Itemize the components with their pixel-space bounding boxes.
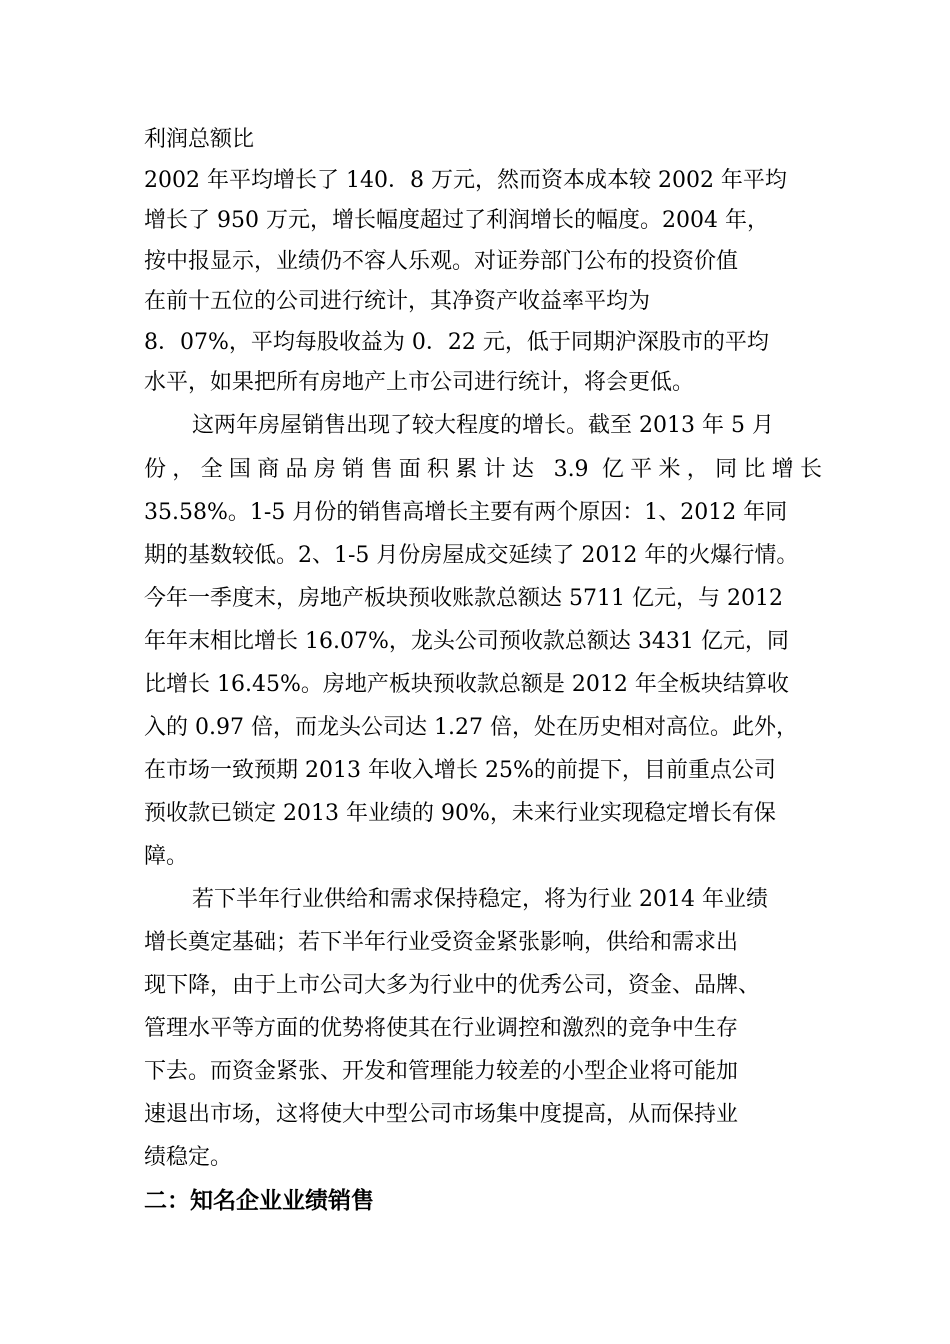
text-line: 增长了 950 万元，增长幅度超过了利润增长的幅度。2004 年， — [144, 208, 769, 233]
text-line: 预收款已锁定 2013 年业绩的 90%，未来行业实现稳定增长有保 — [144, 801, 776, 826]
text-line: 速退出市场，这将使大中型公司市场集中度提高，从而保持业 — [144, 1102, 739, 1127]
text-line: 障。 — [144, 844, 189, 869]
text-line: 利润总额比 — [144, 127, 255, 152]
text-line: 35.58%。1-5 月份的销售高增长主要有两个原因：1、2012 年同 — [144, 500, 788, 525]
text-line: 比增长 16.45%。房地产板块预收款总额是 2012 年全板块结算收 — [144, 672, 789, 697]
text-line: 今年一季度末，房地产板块预收账款总额达 5711 亿元，与 2012 — [144, 586, 783, 611]
text-line: 年年末相比增长 16.07%，龙头公司预收款总额达 3431 亿元，同 — [144, 629, 789, 654]
text-line: 增长奠定基础；若下半年行业受资金紧张影响，供给和需求出 — [144, 930, 739, 955]
paragraph-first-line: 若下半年行业供给和需求保持稳定，将为行业 2014 年业绩 — [192, 887, 768, 912]
text-line: 下去。而资金紧张、开发和管理能力较差的小型企业将可能加 — [144, 1059, 739, 1084]
text-line: 在前十五位的公司进行统计，其净资产收益率平均为 — [144, 289, 651, 314]
paragraph-first-line: 这两年房屋销售出现了较大程度的增长。截至 2013 年 5 月 — [192, 413, 774, 438]
text-line: 入的 0.97 倍，而龙头公司达 1.27 倍，处在历史相对高位。此外， — [144, 715, 798, 740]
text-line: 2002 年平均增长了 140．8 万元，然而资本成本较 2002 年平均 — [144, 168, 787, 193]
text-line: 管理水平等方面的优势将使其在行业调控和激烈的竞争中生存 — [144, 1016, 739, 1041]
text-line: 在市场一致预期 2013 年收入增长 25%的前提下，目前重点公司 — [144, 758, 776, 783]
text-line: 绩稳定。 — [144, 1145, 233, 1170]
text-line: 现下降，由于上市公司大多为行业中的优秀公司，资金、品牌、 — [144, 973, 761, 998]
text-line: 水平，如果把所有房地产上市公司进行统计，将会更低。 — [144, 370, 695, 395]
text-line: 期的基数较低。2、1-5 月份房屋成交延续了 2012 年的火爆行情。 — [144, 543, 799, 568]
text-line: 按中报显示，业绩仍不容人乐观。对证券部门公布的投资价值 — [144, 249, 739, 274]
section-heading: 二：知名企业业绩销售 — [144, 1187, 374, 1214]
text-line: 8．07%，平均每股收益为 0．22 元，低于同期沪深股市的平均 — [144, 330, 769, 355]
text-line: 份，全国商品房销售面积累计达 3.9 亿平米，同比增长 — [144, 457, 822, 482]
